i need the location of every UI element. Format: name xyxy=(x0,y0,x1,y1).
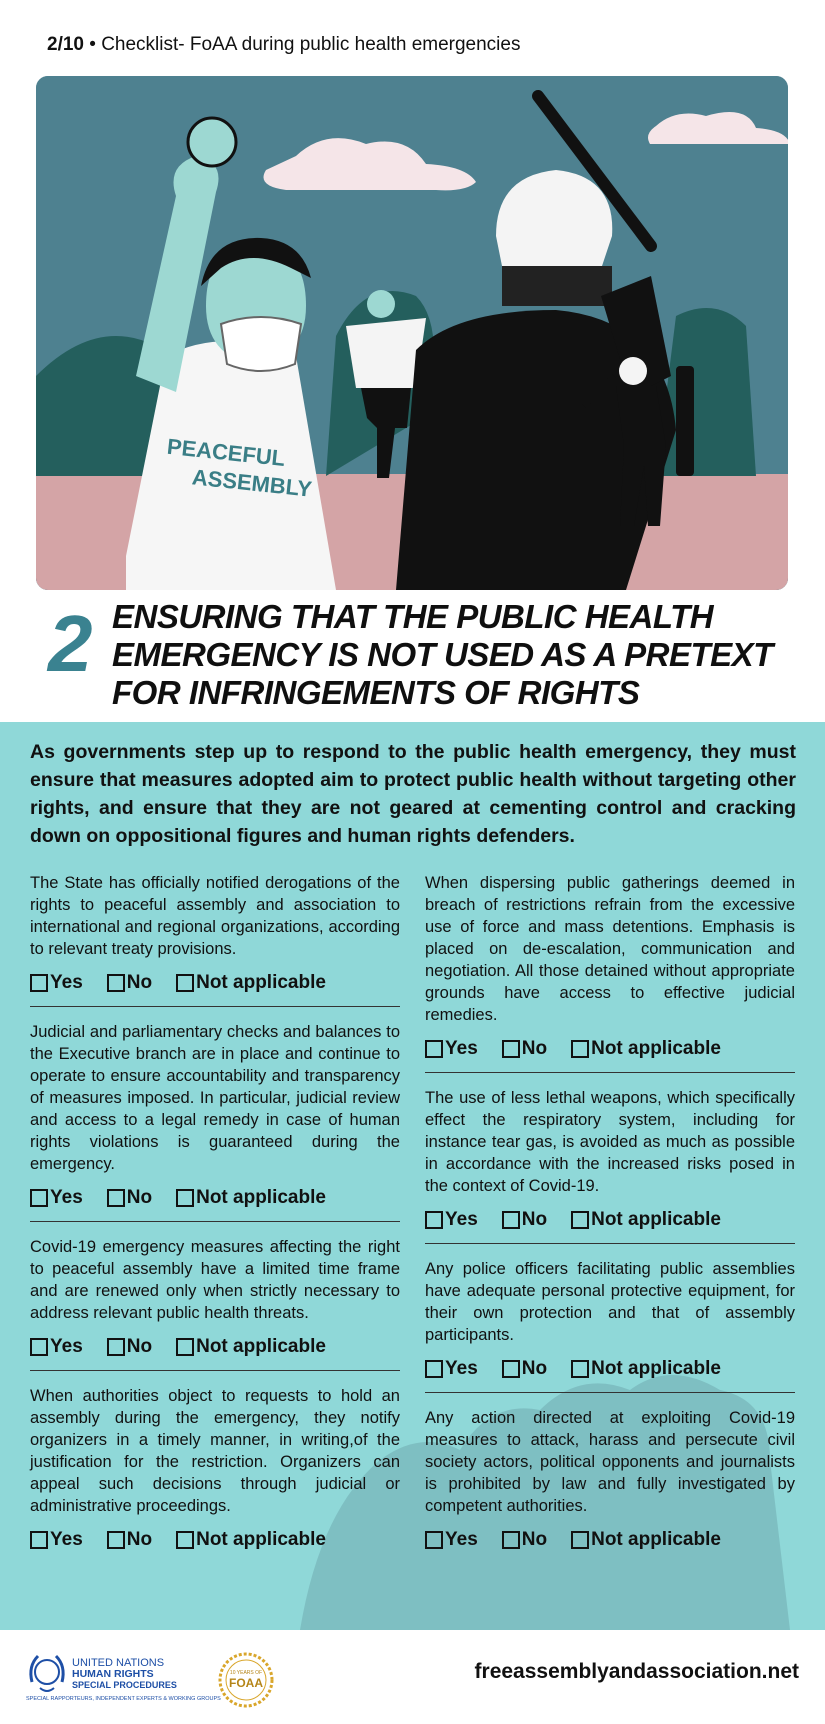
na-checkbox[interactable] xyxy=(176,1338,194,1356)
na-option[interactable] xyxy=(571,1529,721,1551)
no-label: No xyxy=(521,1038,548,1059)
na-option[interactable] xyxy=(571,1358,721,1380)
no-label: No xyxy=(126,972,153,993)
checklist-item-text: The State has officially notified derogations of the rights to peaceful assembly and association to international and regional organizations, according to relevant treaty provisions. xyxy=(30,874,400,958)
no-label: No xyxy=(126,1187,153,1208)
answer-options xyxy=(425,1038,795,1060)
yes-label: Yes xyxy=(50,1529,83,1550)
page-header xyxy=(47,34,520,56)
no-checkbox[interactable] xyxy=(502,1360,520,1378)
no-label: No xyxy=(521,1358,548,1379)
checklist-item-text: When authorities object to requests to hold an assembly during the emergency, they notify organizers in a timely manner, in writing,of the justification for the restriction. Organizers can appeal such decisions through judicial or administrative proceedings. xyxy=(30,1387,400,1515)
section-heading xyxy=(48,598,788,710)
section-number: 2 xyxy=(48,599,93,688)
no-option[interactable] xyxy=(107,1529,152,1551)
na-checkbox[interactable] xyxy=(176,974,194,992)
no-option[interactable] xyxy=(502,1358,547,1380)
yes-option[interactable] xyxy=(30,1336,83,1358)
yes-label: Yes xyxy=(445,1209,478,1230)
checklist-item xyxy=(30,1021,400,1222)
yes-option[interactable] xyxy=(425,1529,478,1551)
na-option[interactable] xyxy=(176,972,326,994)
answer-options xyxy=(425,1209,795,1231)
checklist-item-text: Covid-19 emergency measures affecting the right to peaceful assembly have a limited time frame and are renewed only when strictly necessary to address relevant public health threats. xyxy=(30,1238,400,1322)
seal-main-text: FOAA xyxy=(229,1676,263,1690)
right-column xyxy=(425,872,795,1565)
hero-illustration xyxy=(36,76,788,590)
yes-label: Yes xyxy=(50,1336,83,1357)
na-label: Not applicable xyxy=(196,1187,326,1208)
seal-top-text: 10 YEARS OF xyxy=(229,1670,263,1676)
no-label: No xyxy=(126,1529,153,1550)
yes-option[interactable] xyxy=(30,1529,83,1551)
face-mask xyxy=(221,317,301,371)
yes-checkbox[interactable] xyxy=(425,1360,443,1378)
yes-label: Yes xyxy=(50,1187,83,1208)
no-option[interactable] xyxy=(107,1187,152,1209)
un-tagline: SPECIAL RAPPORTEURS, INDEPENDENT EXPERTS & WORKING GROUPS xyxy=(26,1696,221,1702)
no-checkbox[interactable] xyxy=(107,1338,125,1356)
section-title-line: EMERGENCY IS NOT USED AS A PRETEXT xyxy=(112,636,773,673)
un-line-2: HUMAN RIGHTS xyxy=(72,1668,154,1680)
checklist-item-text: Any police officers facilitating public assemblies have adequate personal protective equipment, for their own protection and that of assembly participants. xyxy=(425,1260,795,1344)
protest-illustration xyxy=(36,76,788,590)
na-checkbox[interactable] xyxy=(571,1211,589,1229)
yes-label: Yes xyxy=(445,1358,478,1379)
na-label: Not applicable xyxy=(591,1358,721,1379)
checklist-item xyxy=(425,1258,795,1393)
checklist-item xyxy=(425,872,795,1073)
no-label: No xyxy=(521,1209,548,1230)
no-checkbox[interactable] xyxy=(107,1189,125,1207)
checklist-item xyxy=(425,1087,795,1244)
na-label: Not applicable xyxy=(196,972,326,993)
na-option[interactable] xyxy=(176,1187,326,1209)
no-label: No xyxy=(521,1529,548,1550)
checklist-item-text: When dispersing public gatherings deemed in breach of restrictions refrain from the excessive use of force and mass detentions. Emphasis is placed on de-escalation, communication and negotiation. All those detained without appropriate grounds have access to effective judicial remedies. xyxy=(425,874,795,1024)
yes-option[interactable] xyxy=(30,1187,83,1209)
yes-checkbox[interactable] xyxy=(30,1531,48,1549)
shirt-text-2: ASSEMBLY xyxy=(190,464,314,502)
left-column xyxy=(30,872,400,1565)
na-label: Not applicable xyxy=(591,1209,721,1230)
na-label: Not applicable xyxy=(591,1529,721,1550)
answer-options xyxy=(30,1336,400,1358)
no-checkbox[interactable] xyxy=(502,1211,520,1229)
intro-paragraph: As governments step up to respond to the public health emergency, they must ensure that measures adopted aim to protect public health without targeting other rights, and ensure that they are not geared at cementing control and cracking down on oppositional figures and human rights defenders. xyxy=(30,741,796,847)
na-checkbox[interactable] xyxy=(176,1189,194,1207)
checklist-item xyxy=(30,1236,400,1371)
na-checkbox[interactable] xyxy=(176,1531,194,1549)
na-label: Not applicable xyxy=(196,1529,326,1550)
footer xyxy=(0,1630,825,1724)
na-option[interactable] xyxy=(571,1209,721,1231)
yes-checkbox[interactable] xyxy=(30,974,48,992)
na-checkbox[interactable] xyxy=(571,1360,589,1378)
no-option[interactable] xyxy=(502,1209,547,1231)
answer-options xyxy=(425,1529,795,1551)
yes-option[interactable] xyxy=(30,972,83,994)
section-title-line: ENSURING THAT THE PUBLIC HEALTH xyxy=(112,598,714,635)
checklist-item xyxy=(30,1385,400,1551)
answer-options xyxy=(30,1187,400,1209)
yes-label: Yes xyxy=(50,972,83,993)
section-title xyxy=(112,598,773,712)
foaa-10-years-seal xyxy=(218,1652,274,1708)
no-option[interactable] xyxy=(502,1038,547,1060)
yes-checkbox[interactable] xyxy=(30,1189,48,1207)
yes-checkbox[interactable] xyxy=(30,1338,48,1356)
checklist-item xyxy=(425,1407,795,1551)
section-title-line: FOR INFRINGEMENTS OF RIGHTS xyxy=(112,674,640,711)
answer-options xyxy=(30,972,400,994)
na-option[interactable] xyxy=(176,1336,326,1358)
yes-label: Yes xyxy=(445,1529,478,1550)
un-human-rights-logo xyxy=(26,1650,226,1710)
na-label: Not applicable xyxy=(196,1336,326,1357)
answer-options xyxy=(30,1529,400,1551)
na-checkbox[interactable] xyxy=(571,1040,589,1058)
no-label: No xyxy=(126,1336,153,1357)
yes-label: Yes xyxy=(445,1038,478,1059)
yes-option[interactable] xyxy=(425,1038,478,1060)
na-label: Not applicable xyxy=(591,1038,721,1059)
no-checkbox[interactable] xyxy=(107,974,125,992)
yes-checkbox[interactable] xyxy=(425,1211,443,1229)
no-option[interactable] xyxy=(107,972,152,994)
na-option[interactable] xyxy=(176,1529,326,1551)
checklist-item-text: The use of less lethal weapons, which specifically effect the respiratory system, including for instance tear gas, is avoided as much as possible in accordance with the increased risks posed in the context of Covid-19. xyxy=(425,1089,795,1195)
answer-options xyxy=(425,1358,795,1380)
un-emblem-icon xyxy=(26,1652,68,1696)
no-option[interactable] xyxy=(107,1336,152,1358)
shirt-text-1: PEACEFUL xyxy=(165,433,287,472)
checklist-item-text: Any action directed at exploiting Covid-19 measures to attack, harass and persecute civil society actors, political opponents and journalists is prohibited by law and fully investigated by competent authorities. xyxy=(425,1409,795,1515)
no-checkbox[interactable] xyxy=(502,1040,520,1058)
header-separator: • xyxy=(83,34,102,55)
checklist-item-text: Judicial and parliamentary checks and balances to the Executive branch are in place and continue to operate to ensure accountability and transparency of measures imposed. In particular, judicial review and access to a legal remedy in case of human rights violations is guaranteed during the emergency. xyxy=(30,1023,400,1173)
yes-option[interactable] xyxy=(425,1209,478,1231)
un-line-1: UNITED NATIONS xyxy=(72,1657,165,1669)
page-header-title: Checklist- FoAA during public health emergencies xyxy=(101,34,521,55)
yes-option[interactable] xyxy=(425,1358,478,1380)
yes-checkbox[interactable] xyxy=(425,1531,443,1549)
na-checkbox[interactable] xyxy=(571,1531,589,1549)
website-url[interactable]: freeassemblyandassociation.net xyxy=(474,1660,799,1683)
laurel-seal-icon xyxy=(218,1652,274,1708)
yes-checkbox[interactable] xyxy=(425,1040,443,1058)
na-option[interactable] xyxy=(571,1038,721,1060)
checklist-panel xyxy=(0,722,825,1630)
un-logo-text xyxy=(72,1658,177,1691)
no-checkbox[interactable] xyxy=(107,1531,125,1549)
no-checkbox[interactable] xyxy=(502,1531,520,1549)
checklist-item xyxy=(30,872,400,1007)
un-line-3: SPECIAL PROCEDURES xyxy=(72,1680,177,1690)
no-option[interactable] xyxy=(502,1529,547,1551)
page-number: 2/10 xyxy=(47,34,84,55)
